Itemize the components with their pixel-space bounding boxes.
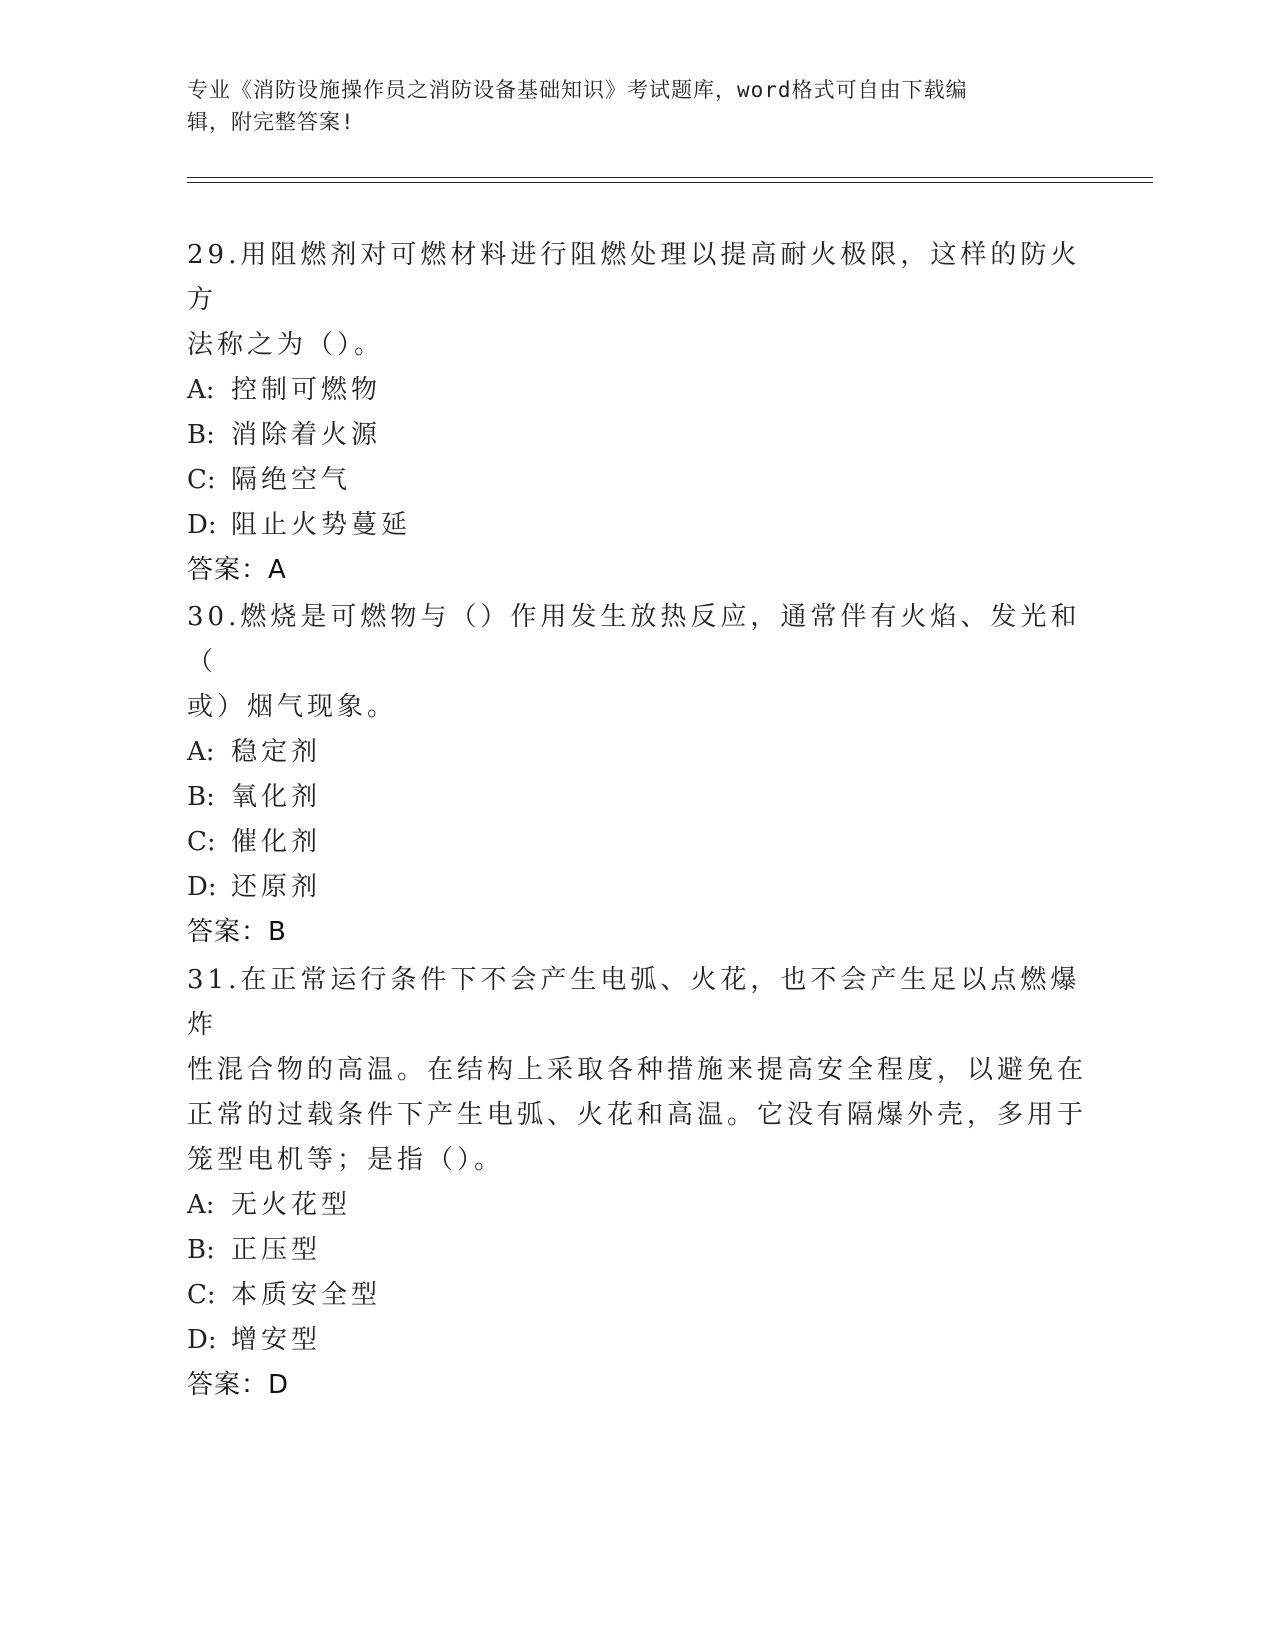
option-text: 还原剂 [231,872,322,902]
option-key: D: [187,510,217,540]
stem-line: 笼型电机等；是指（）。 [187,1145,505,1175]
option-a [187,1183,1087,1228]
stem-line: 法称之为（）。 [187,330,385,360]
option-text: 本质安全型 [231,1280,382,1310]
header-line-2: 辑，附完整答案! [187,110,355,134]
option-text: 正压型 [231,1235,322,1265]
option-c [187,1273,1087,1318]
option-text: 催化剂 [231,827,322,857]
header-divider-top [187,177,1153,178]
option-c [187,820,1087,865]
option-key: C: [187,827,216,857]
option-key: A: [187,737,215,767]
question-29 [187,233,1087,593]
option-a [187,368,1087,413]
option-c [187,458,1087,503]
question-stem [187,958,1087,1183]
answer-line: 答案：B [187,917,287,947]
question-stem [187,595,1087,730]
option-d [187,503,1087,548]
option-text: 增安型 [231,1325,322,1355]
option-text: 隔绝空气 [231,465,352,495]
answer-line: 答案：D [187,1370,290,1400]
question-30 [187,595,1087,955]
option-b [187,1228,1087,1273]
stem-line: 正常的过载条件下产生电弧、火花和高温。它没有隔爆外壳，多用于 [187,1100,1088,1130]
option-key: D: [187,1325,217,1355]
stem-line: 或）烟气现象。 [187,692,398,722]
option-text: 消除着火源 [231,420,382,450]
option-text: 无火花型 [231,1190,352,1220]
option-d [187,865,1087,910]
stem-line: 31.在正常运行条件下不会产生电弧、火花，也不会产生足以点燃爆炸 [187,965,1081,1040]
option-key: B: [187,420,215,450]
header-divider-bottom [187,182,1153,183]
option-b [187,413,1087,458]
option-key: D: [187,872,217,902]
option-key: C: [187,465,216,495]
option-key: A: [187,1190,215,1220]
option-key: B: [187,1235,215,1265]
question-31 [187,958,1087,1408]
option-d [187,1318,1087,1363]
option-text: 控制可燃物 [231,375,382,405]
stem-line: 29.用阻燃剂对可燃材料进行阻燃处理以提高耐火极限，这样的防火方 [187,240,1081,315]
option-key: A: [187,375,215,405]
option-key: C: [187,1280,216,1310]
question-stem [187,233,1087,368]
option-text: 稳定剂 [231,737,322,767]
stem-line: 性混合物的高温。在结构上采取各种措施来提高安全程度，以避免在 [187,1055,1088,1085]
option-key: B: [187,782,215,812]
option-text: 阻止火势蔓延 [231,510,412,540]
answer-line: 答案：A [187,555,287,585]
document-header [187,74,1087,138]
option-text: 氧化剂 [231,782,322,812]
option-a [187,730,1087,775]
header-line-1: 专业《消防设施操作员之消防设备基础知识》考试题库，word格式可自由下载编 [187,78,968,102]
stem-line: 30.燃烧是可燃物与（）作用发生放热反应，通常伴有火焰、发光和（ [187,602,1081,677]
option-b [187,775,1087,820]
